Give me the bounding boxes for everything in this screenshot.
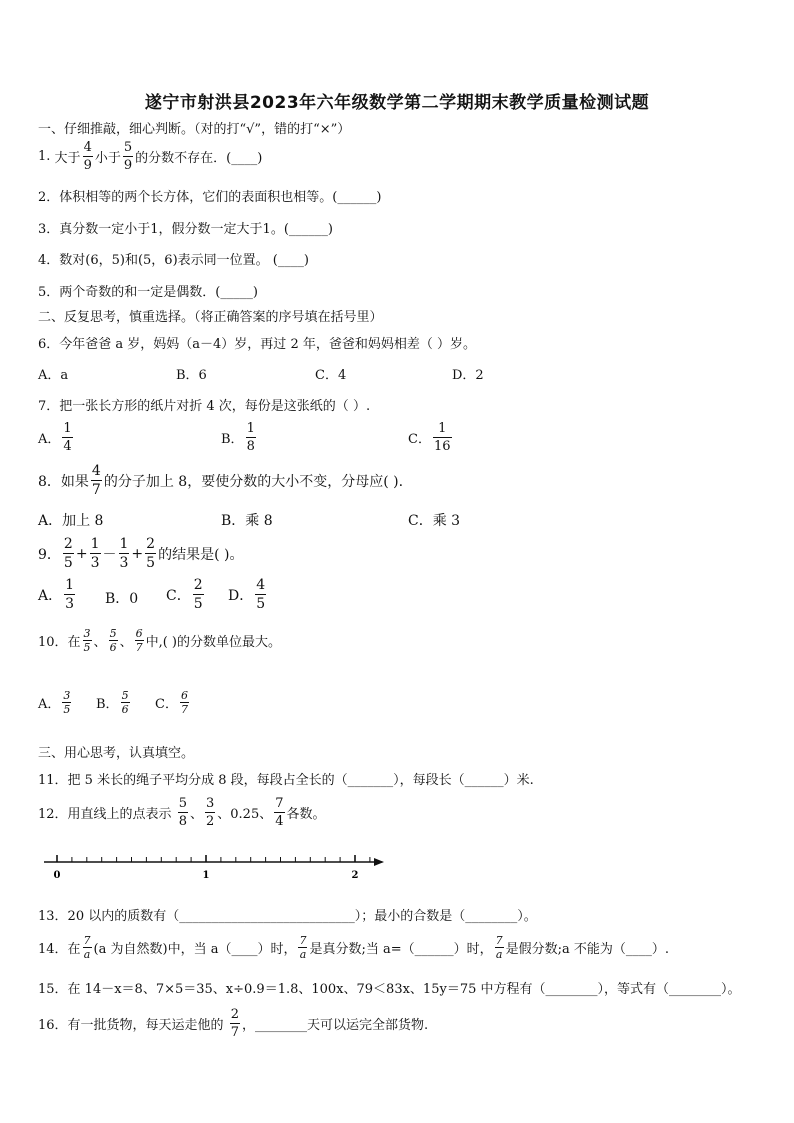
q9-fraction-1: $\frac{2}{5}$ [63, 536, 73, 571]
question-7: 7．把一张长方形的纸片对折 4 次，每份是这张纸的（ ）. [38, 399, 371, 414]
section-3-heading: 三、用心思考，认真填空。 [38, 746, 195, 761]
q8-option-a: A．加上 8 [38, 513, 104, 529]
q7-a-fraction: $\frac{1}{4}$ [63, 421, 72, 454]
q10-a-fraction: $\frac{3}{5}$ [63, 689, 71, 716]
question-12: 12．用直线上的点表示 $\frac{5}{8}$ 、 $\frac{3}{2}$ 、0.25、 $\frac{7}{4}$ 各数。 [38, 796, 326, 829]
q8-fraction: $\frac{4}{7}$ [91, 463, 101, 498]
q7-option-c: C． $\frac{1}{16}$ [408, 421, 451, 454]
question-8: 8．如果 $\frac{4}{7}$ 的分子加上 8，要使分数的大小不变，分母应( ). [38, 463, 404, 498]
q7-option-a: A． $\frac{1}{4}$ [38, 421, 72, 454]
q9-option-c: C． $\frac{2}{5}$ [166, 577, 203, 612]
q8-option-b: B．乘 8 [221, 513, 273, 529]
q7-b-fraction: $\frac{1}{8}$ [246, 421, 255, 454]
q9-a-fraction: $\frac{1}{3}$ [65, 577, 75, 612]
number-line-label-2: 2 [351, 870, 359, 881]
section-1-heading: 一、仔细推敲，细心判断。（对的打“√”，错的打“×”） [38, 122, 351, 137]
number-line-label-0: 0 [53, 870, 61, 881]
q1-pre: 大于 [54, 151, 81, 166]
q10-c-fraction: $\frac{6}{7}$ [180, 689, 188, 716]
number-line [40, 850, 390, 884]
q1-post: 的分数不存在．(____) [135, 151, 263, 166]
question-3: 3．真分数一定小于1，假分数一定大于1。(______) [38, 222, 333, 237]
q10-option-b: B． $\frac{5}{6}$ [96, 689, 129, 716]
q6-option-d: D．2 [452, 368, 484, 383]
q9-fraction-2: $\frac{1}{3}$ [90, 536, 100, 571]
q10-b-fraction: $\frac{5}{6}$ [121, 689, 129, 716]
question-11: 11．把 5 米长的绳子平均分成 8 段，每段占全长的（_______），每段长（______）米. [38, 773, 534, 788]
question-5: 5．两个奇数的和一定是偶数．(_____) [38, 285, 258, 300]
question-1 [38, 141, 262, 172]
q9-fraction-3: $\frac{1}{3}$ [119, 536, 129, 571]
page-title: 遂宁市射洪县2023年六年级数学第二学期期末教学质量检测试题 [144, 93, 650, 113]
question-15: 15．在 14－x＝8、7×5＝35、x÷0.9＝1.8、100x、79＜83x、15y＝75 中方程有（________），等式有（________）。 [38, 982, 741, 997]
q10-option-c: C． $\frac{6}{7}$ [155, 689, 188, 716]
q7-c-fraction: $\frac{1}{16}$ [433, 421, 451, 454]
question-10: 10．在 $\frac{3}{5}$ 、 $\frac{5}{6}$ 、 $\frac{6}{7}$ 中,( )的分数单位最大。 [38, 627, 281, 654]
number-line-arrow-icon [374, 858, 384, 866]
question-14: 14．在 $\frac{7}{a}$ (a 为自然数)中，当 a（____）时， $\frac{7}{a}$ 是真分数;当 a=（______）时， $\frac{7}{a}$ 是假分数;a 不能为（____）. [38, 934, 670, 961]
q6-option-a: A．a [38, 368, 69, 383]
q1-fraction-2: $\frac{5}{9}$ [123, 140, 133, 173]
q9-d-fraction: $\frac{4}{5}$ [256, 577, 266, 612]
q9-option-a: A． $\frac{1}{3}$ [38, 577, 75, 612]
q9-c-fraction: $\frac{2}{5}$ [193, 577, 203, 612]
q10-fraction-1: $\frac{3}{5}$ [83, 627, 91, 654]
q12-fraction-1: $\frac{5}{8}$ [178, 796, 187, 829]
question-6: 6．今年爸爸 a 岁，妈妈（a－4）岁，再过 2 年，爸爸和妈妈相差（ ）岁。 [38, 337, 476, 352]
q12-fraction-2: $\frac{3}{2}$ [205, 796, 215, 829]
question-4: 4．数对(6，5)和(5，6)表示同一位置。 (____) [38, 253, 309, 268]
q16-fraction: $\frac{2}{7}$ [230, 1007, 239, 1040]
q1-mid: 小于 [94, 151, 121, 166]
question-9: 9． $\frac{2}{5}$ + $\frac{1}{3}$ － $\frac{1}{3}$ + $\frac{2}{5}$ 的结果是( )。 [38, 536, 244, 571]
q6-option-c: C．4 [315, 368, 347, 383]
q14-fraction-3: $\frac{7}{a}$ [495, 934, 503, 961]
q12-fraction-3: $\frac{7}{4}$ [275, 796, 284, 829]
q9-option-b: B．0 [105, 591, 139, 607]
q14-fraction-2: $\frac{7}{a}$ [299, 934, 307, 961]
q9-option-d: D． $\frac{4}{5}$ [228, 577, 266, 612]
q6-option-b: B．6 [176, 368, 207, 383]
question-13: 13．20 以内的质数有（___________________________）；最小的合数是（________）。 [38, 909, 537, 924]
q10-option-a: A． $\frac{3}{5}$ [38, 689, 71, 716]
number-line-label-1: 1 [202, 870, 210, 881]
q8-option-c: C．乘 3 [408, 513, 461, 529]
q1-fraction-1: $\frac{4}{9}$ [83, 140, 92, 173]
question-2: 2．体积相等的两个长方体，它们的表面积也相等。(______) [38, 190, 382, 205]
number-line-ticks [57, 855, 370, 862]
q7-option-b: B． $\frac{1}{8}$ [221, 421, 255, 454]
q10-fraction-2: $\frac{5}{6}$ [109, 627, 117, 654]
q1-number: 1. [38, 149, 51, 164]
question-16: 16．有一批货物，每天运走他的 $\frac{2}{7}$ ，________天可以运完全部货物. [38, 1007, 429, 1040]
q14-fraction-1: $\frac{7}{a}$ [83, 934, 91, 961]
section-2-heading: 二、反复思考，慎重选择。（将正确答案的序号填在括号里） [38, 310, 383, 325]
q9-fraction-4: $\frac{2}{5}$ [146, 536, 156, 571]
q10-fraction-3: $\frac{6}{7}$ [135, 627, 143, 654]
